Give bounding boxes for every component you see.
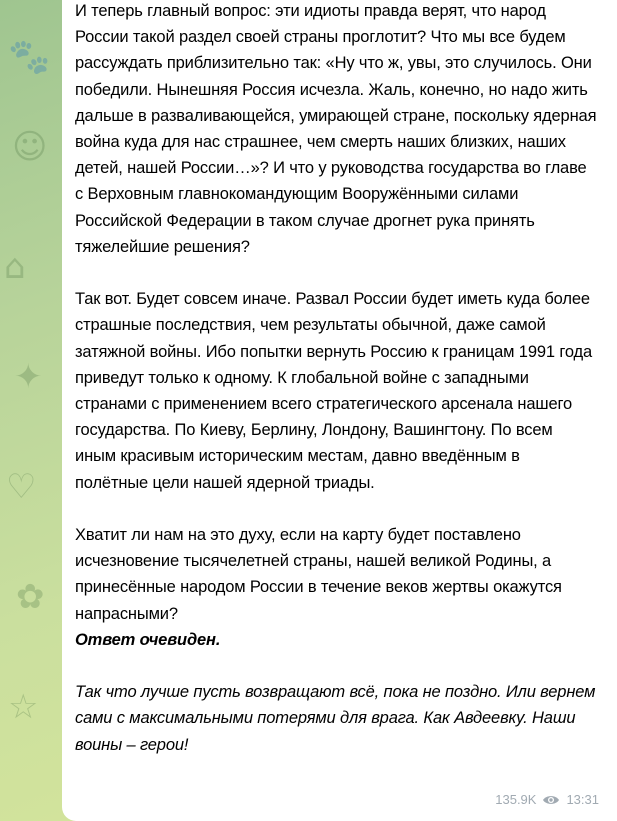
paragraph-gap	[75, 496, 597, 522]
star-doodle-icon: ☆	[8, 687, 39, 727]
message-paragraph-1: И теперь главный вопрос: эти идиоты правда верят, что народ России такой раздел своей страны проглотит? Что мы все будем рассуждать приблизительно так: «Ну что ж, увы, это случилось. Они победили. Нынешняя Россия исчезла. Жаль, конечно, но надо жить дальше в разваливающейся, умирающей стране, поскольку ядерная война куда для нас страшнее, чем смерть наших близких, наших детей, нашей России…»? И что у руководства государства во главе с Верховным главнокомандующим Вооружёнными силами Российской Федерации в таком случае дрогнет рука принять тяжелейшие решения?	[75, 2, 597, 256]
paw-doodle-icon: ✿	[16, 577, 45, 617]
paragraph-gap	[75, 260, 597, 286]
cat-face-doodle-icon: ☺	[12, 127, 48, 167]
bone-doodle-icon: ✦	[14, 357, 43, 397]
paragraph-gap	[75, 653, 597, 679]
cat-doodle-icon: 🐾	[8, 37, 51, 77]
message-time: 13:31	[566, 792, 599, 807]
views-count: 135.9K	[495, 792, 537, 807]
house-doodle-icon: ⌂	[4, 247, 26, 287]
message-paragraph-3: Хватит ли нам на это духу, если на карту будет поставлено исчезновение тысячелетней страны, нашей великой Родины, а принесённые народом России в течение веков жертвы окажутся напрасными?	[75, 526, 562, 623]
message-bubble[interactable]	[62, 0, 617, 821]
eye-icon	[542, 794, 560, 806]
message-answer: Ответ очевиден.	[75, 630, 221, 649]
message-meta	[495, 791, 599, 809]
heart-doodle-icon: ♡	[6, 467, 37, 507]
message-paragraph-2: Так вот. Будет совсем иначе. Развал России будет иметь куда более страшные последствия, чем результаты обычной, даже самой затяжной войны. Ибо попытки вернуть Россию к границам 1991 года приведут только к одному. К глобальной войне с западными странами с применением всего стратегического арсенала нашего государства. По Киеву, Берлину, Лондону, Вашингтону. По всем иным красивым историческим местам, давно введённым в полётные цели нашей ядерной триады.	[75, 290, 593, 492]
message-closing: Так что лучше пусть возвращают всё, пока не поздно. Или вернем сами с максимальными потерями для врага. Как Авдеевку. Наши воины – герои!	[75, 683, 596, 754]
